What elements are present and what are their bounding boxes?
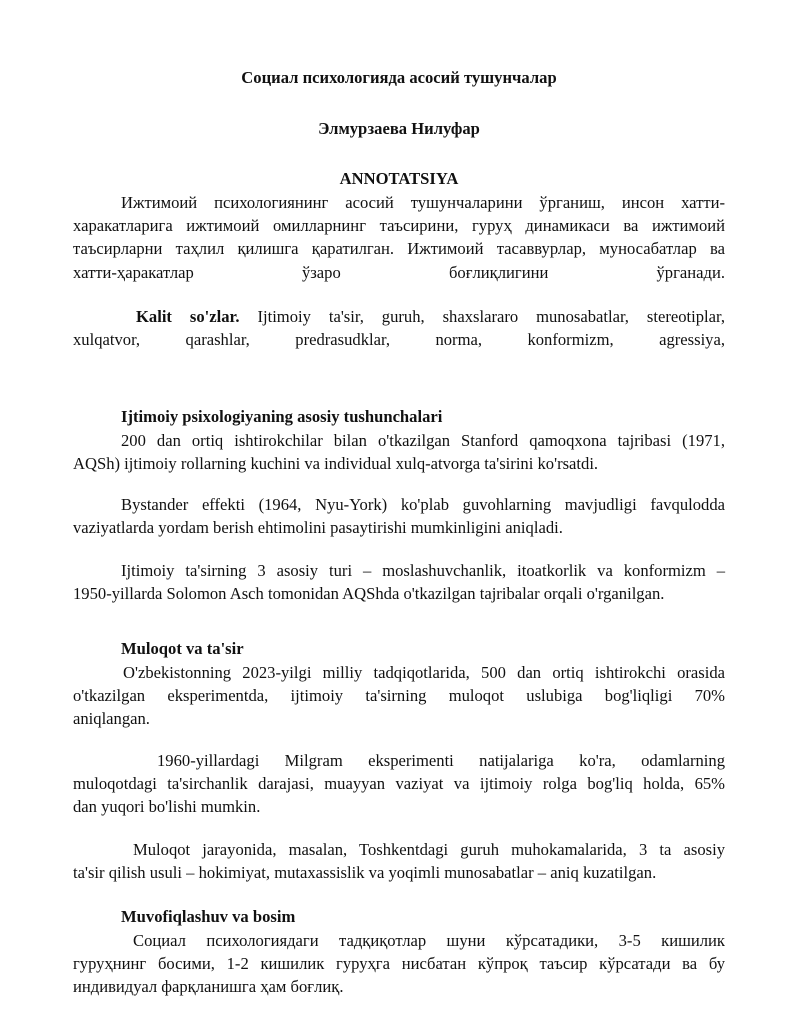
- paragraph-line: гуруҳнинг босими, 1-2 кишилик гуруҳга нисбатан кўпроқ таъсир кўрсатади ва бу: [73, 954, 725, 974]
- keywords-paragraph: [73, 305, 725, 351]
- keywords-line: [73, 305, 725, 328]
- paragraph-line: 1950-yillarda Solomon Asch tomonidan AQShda o'tkazilgan tajribalar orqali o'rganilgan.: [73, 584, 665, 604]
- section2-paragraph-3: [73, 838, 725, 884]
- paragraph-line: AQSh) ijtimoiy rollarning kuchini va individual xulq-atvorga ta'sirini ko'rsatdi.: [73, 454, 599, 474]
- section2-paragraph-2: [73, 749, 725, 819]
- keywords-label: Kalit so'zlar.: [136, 307, 240, 326]
- annotation-line: Ижтимоий психологиянинг асосий тушунчаларини ўрганиш, инсон хатти-: [121, 193, 725, 212]
- document-title: Социал психологияда асосий тушунчалар: [241, 68, 557, 87]
- paragraph-line: ta'sir qilish usuli – hokimiyat, mutaxassislik va yoqimli munosabatlar – aniq kuzatilgan.: [73, 863, 657, 883]
- keywords-line: xulqatvor, qarashlar, predrasudklar, norma, konformizm, agressiya,: [73, 330, 725, 350]
- paragraph-line: Bystander effekti (1964, Nyu-York) ko'plab guvohlarning mavjudligi favqulodda: [121, 495, 725, 514]
- keywords-text: Ijtimoiy ta'sir, guruh, shaxslararo munosabatlar, stereotiplar,: [257, 307, 726, 326]
- section-heading: Muvofiqlashuv va bosim: [121, 907, 296, 926]
- annotation-line: таъсирларни таҳлил қилишга қаратилган. Ижтимоий тасаввурлар, муносабатлар ва: [73, 239, 725, 259]
- paragraph-line: aniqlangan.: [73, 709, 150, 729]
- annotation-paragraph: [73, 191, 725, 284]
- paragraph-line: Социал психологиядаги тадқиқотлар шуни кўрсатадики, 3-5 кишилик: [133, 931, 725, 950]
- annotation-line: харакатларига ижтимоий омилларнинг таъсирини, гуруҳ динамикаси ва ижтимоий: [73, 216, 725, 236]
- paragraph-line: индивидуал фарқланишга ҳам боғлиқ.: [73, 977, 344, 997]
- paragraph-line: dan yuqori bo'lishi mumkin.: [73, 797, 261, 817]
- section1-paragraph-2: [73, 493, 725, 539]
- paragraph-line: Muloqot jarayonida, masalan, Toshkentdagi guruh muhokamalarida, 3 ta asosiy: [133, 840, 725, 859]
- paragraph-line: vaziyatlarda yordam berish ehtimolini pasaytirishi mumkinligini aniqladi.: [73, 518, 563, 538]
- section-heading: Muloqot va ta'sir: [121, 639, 244, 658]
- section3-paragraph-1: [73, 929, 725, 999]
- paragraph-line: O'zbekistonning 2023-yilgi milliy tadqiqotlarida, 500 dan ortiq ishtirokchi orasida: [123, 663, 725, 682]
- paragraph-line: o'tkazilgan eksperimentda, ijtimoiy ta'sirning muloqot uslubiga bog'liqligi 70%: [73, 686, 725, 706]
- paragraph-line: 200 dan ortiq ishtirokchilar bilan o'tkazilgan Stanford qamoqxona tajribasi (1971,: [121, 431, 725, 450]
- document-author: Элмурзаева Нилуфар: [318, 119, 480, 138]
- annotation-heading: ANNOTATSIYA: [339, 169, 459, 188]
- section1-paragraph-3: [73, 559, 725, 605]
- annotation-line: хатти-ҳаракатлар ўзаро боғлиқлигини ўрганади.: [73, 262, 725, 282]
- paragraph-line: Ijtimoiy ta'sirning 3 asosiy turi – moslashuvchanlik, itoatkorlik va konformizm –: [121, 561, 725, 580]
- section1-paragraph-1: [73, 429, 725, 475]
- paragraph-line: muloqotdagi ta'sirchanlik darajasi, muayyan vaziyat va ijtimoiy rolga bog'liq holda, 65%: [73, 774, 725, 794]
- paragraph-line: 1960-yillardagi Milgram eksperimenti natijalariga ko'ra, odamlarning: [157, 751, 725, 770]
- section-heading: Ijtimoiy psixologiyaning asosiy tushunchalari: [121, 407, 443, 426]
- section2-paragraph-1: [73, 661, 725, 731]
